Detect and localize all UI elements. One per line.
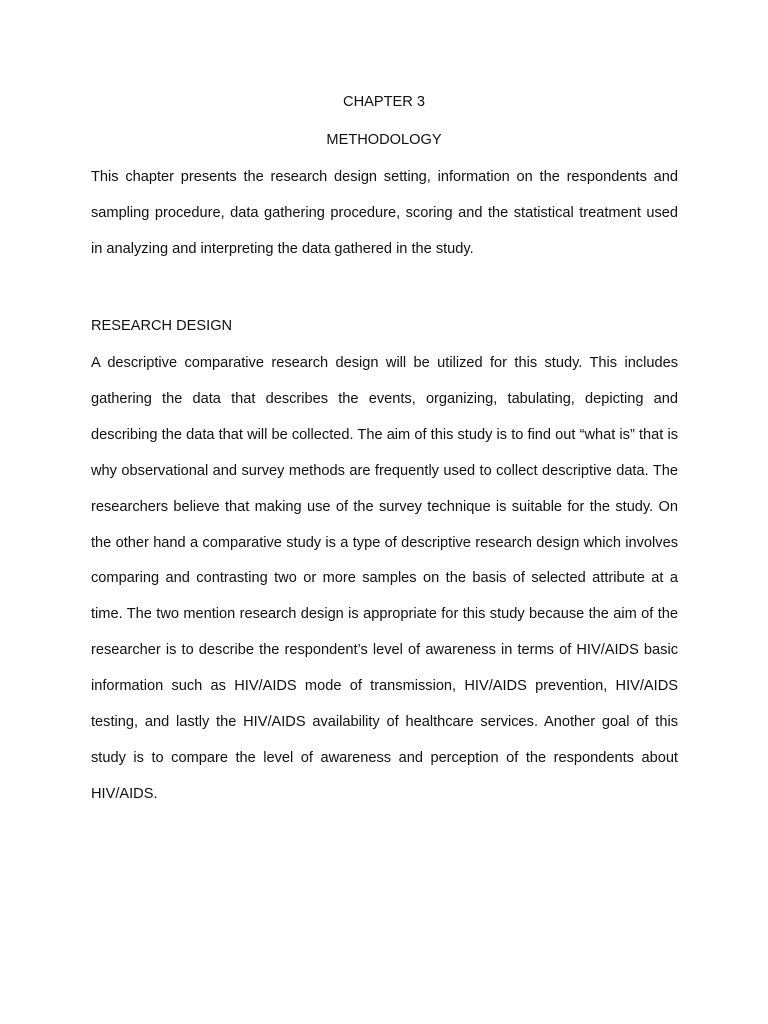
section-heading-research-design: RESEARCH DESIGN [91, 318, 233, 334]
chapter-label: CHAPTER 3 [343, 94, 425, 110]
chapter-title: METHODOLOGY [326, 132, 442, 148]
intro-paragraph: This chapter presents the research design setting, information on the respondents and sampling procedure, data gathering procedure, scoring and the statistical treatment used in analyzing and interpreting the data gathered in the study. [91, 169, 678, 257]
research-design-paragraph: A descriptive comparative research design will be utilized for this study. This includes gathering the data that describes the events, organizing, tabulating, depicting and describing the data that will be collected. The aim of this study is to find out “what is” that is why observational and survey methods are frequently used to collect descriptive data. The researchers believe that making use of the survey technique is suitable for the study. On the other hand a comparative study is a type of descriptive research design which involves comparing and contrasting two or more samples on the basis of selected attribute at a time. The two mention research design is appropriate for this study because the aim of the researcher is to describe the respondent’s level of awareness in terms of HIV/AIDS basic information such as HIV/AIDS mode of transmission, HIV/AIDS prevention, HIV/AIDS testing, and lastly the HIV/AIDS availability of healthcare services. Another goal of this study is to compare the level of awareness and perception of the respondents about HIV/AIDS. [91, 355, 678, 802]
